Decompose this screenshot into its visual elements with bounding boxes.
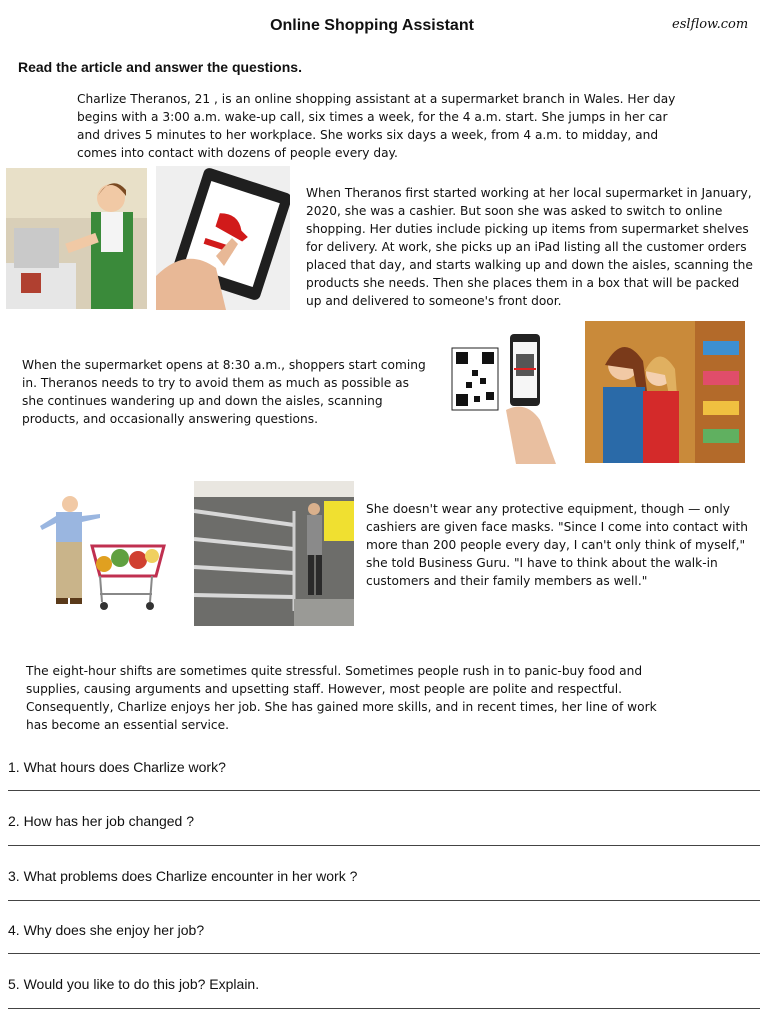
article-paragraph-5: The eight-hour shifts are sometimes quite stressful. Sometimes people rush in to panic-buy food and supplies, causing arguments and upsetting staff. However, most people are polite and respectful. Consequently, Charlize enjoys her job. She has gained more skills, and in recent times, her line of work has become an essential service. [26,664,657,732]
article-paragraph-4: She doesn't wear any protective equipment, though — only cashiers are given face masks. "Since I come into contact with more than 200 people every day, I can't only think of myself," she told Business Guru. "I have to think about the walk-in customers and their family members as well." [366,502,749,588]
answer-line-4[interactable] [8,953,760,954]
shop-assistants-photo [585,321,745,463]
article-paragraph-3: When the supermarket opens at 8:30 a.m., shoppers start coming in. Theranos needs to try to avoid them as much as possible as she continues wandering up and down the aisles, scanning products, and occasionally answering questions. [22,358,426,426]
question-2: 2. How has her job changed ? [8,813,195,829]
tablet-shopping-photo [156,166,290,310]
article-paragraph-2: When Theranos first started working at her local supermarket in January, 2020, she was a cashier. But soon she was asked to switch to online shopping. Her duties include picking up items from supermarket shelves for delivery. At work, she picks up an iPad listing all the customer orders placed that day, and starts walking up and down the aisles, scanning the products she needs. Then she places them in a box that will be packed up and delivered to someone's front door. [306,186,753,308]
qr-code-phone-photo [448,330,570,464]
answer-line-5[interactable] [8,1008,760,1009]
answer-line-2[interactable] [8,845,760,846]
page-title: Online Shopping Assistant [270,17,474,34]
cashier-photo [6,168,147,309]
empty-shelves-photo [194,481,354,626]
answer-line-1[interactable] [8,790,760,791]
instruction-heading: Read the article and answer the questions. [18,59,302,75]
answer-line-3[interactable] [8,900,760,901]
brand-watermark: eslflow.com [672,17,749,32]
worried-shopper-photo [34,494,168,614]
question-1: 1. What hours does Charlize work? [8,759,226,775]
article-paragraph-1: Charlize Theranos, 21 , is an online shopping assistant at a supermarket branch in Wales. Her day begins with a 3:00 a.m. wake-up call, six times a week, for the 4 a.m. start. She jumps in her car and drives 5 minutes to her workplace. She works six days a week, from 4 a.m. to midday, and comes into contact with dozens of people every day. [77,92,676,160]
question-3: 3. What problems does Charlize encounter in her work ? [8,868,358,884]
question-4: 4. Why does she enjoy her job? [8,922,205,938]
question-5: 5. Would you like to do this job? Explain. [8,976,260,992]
